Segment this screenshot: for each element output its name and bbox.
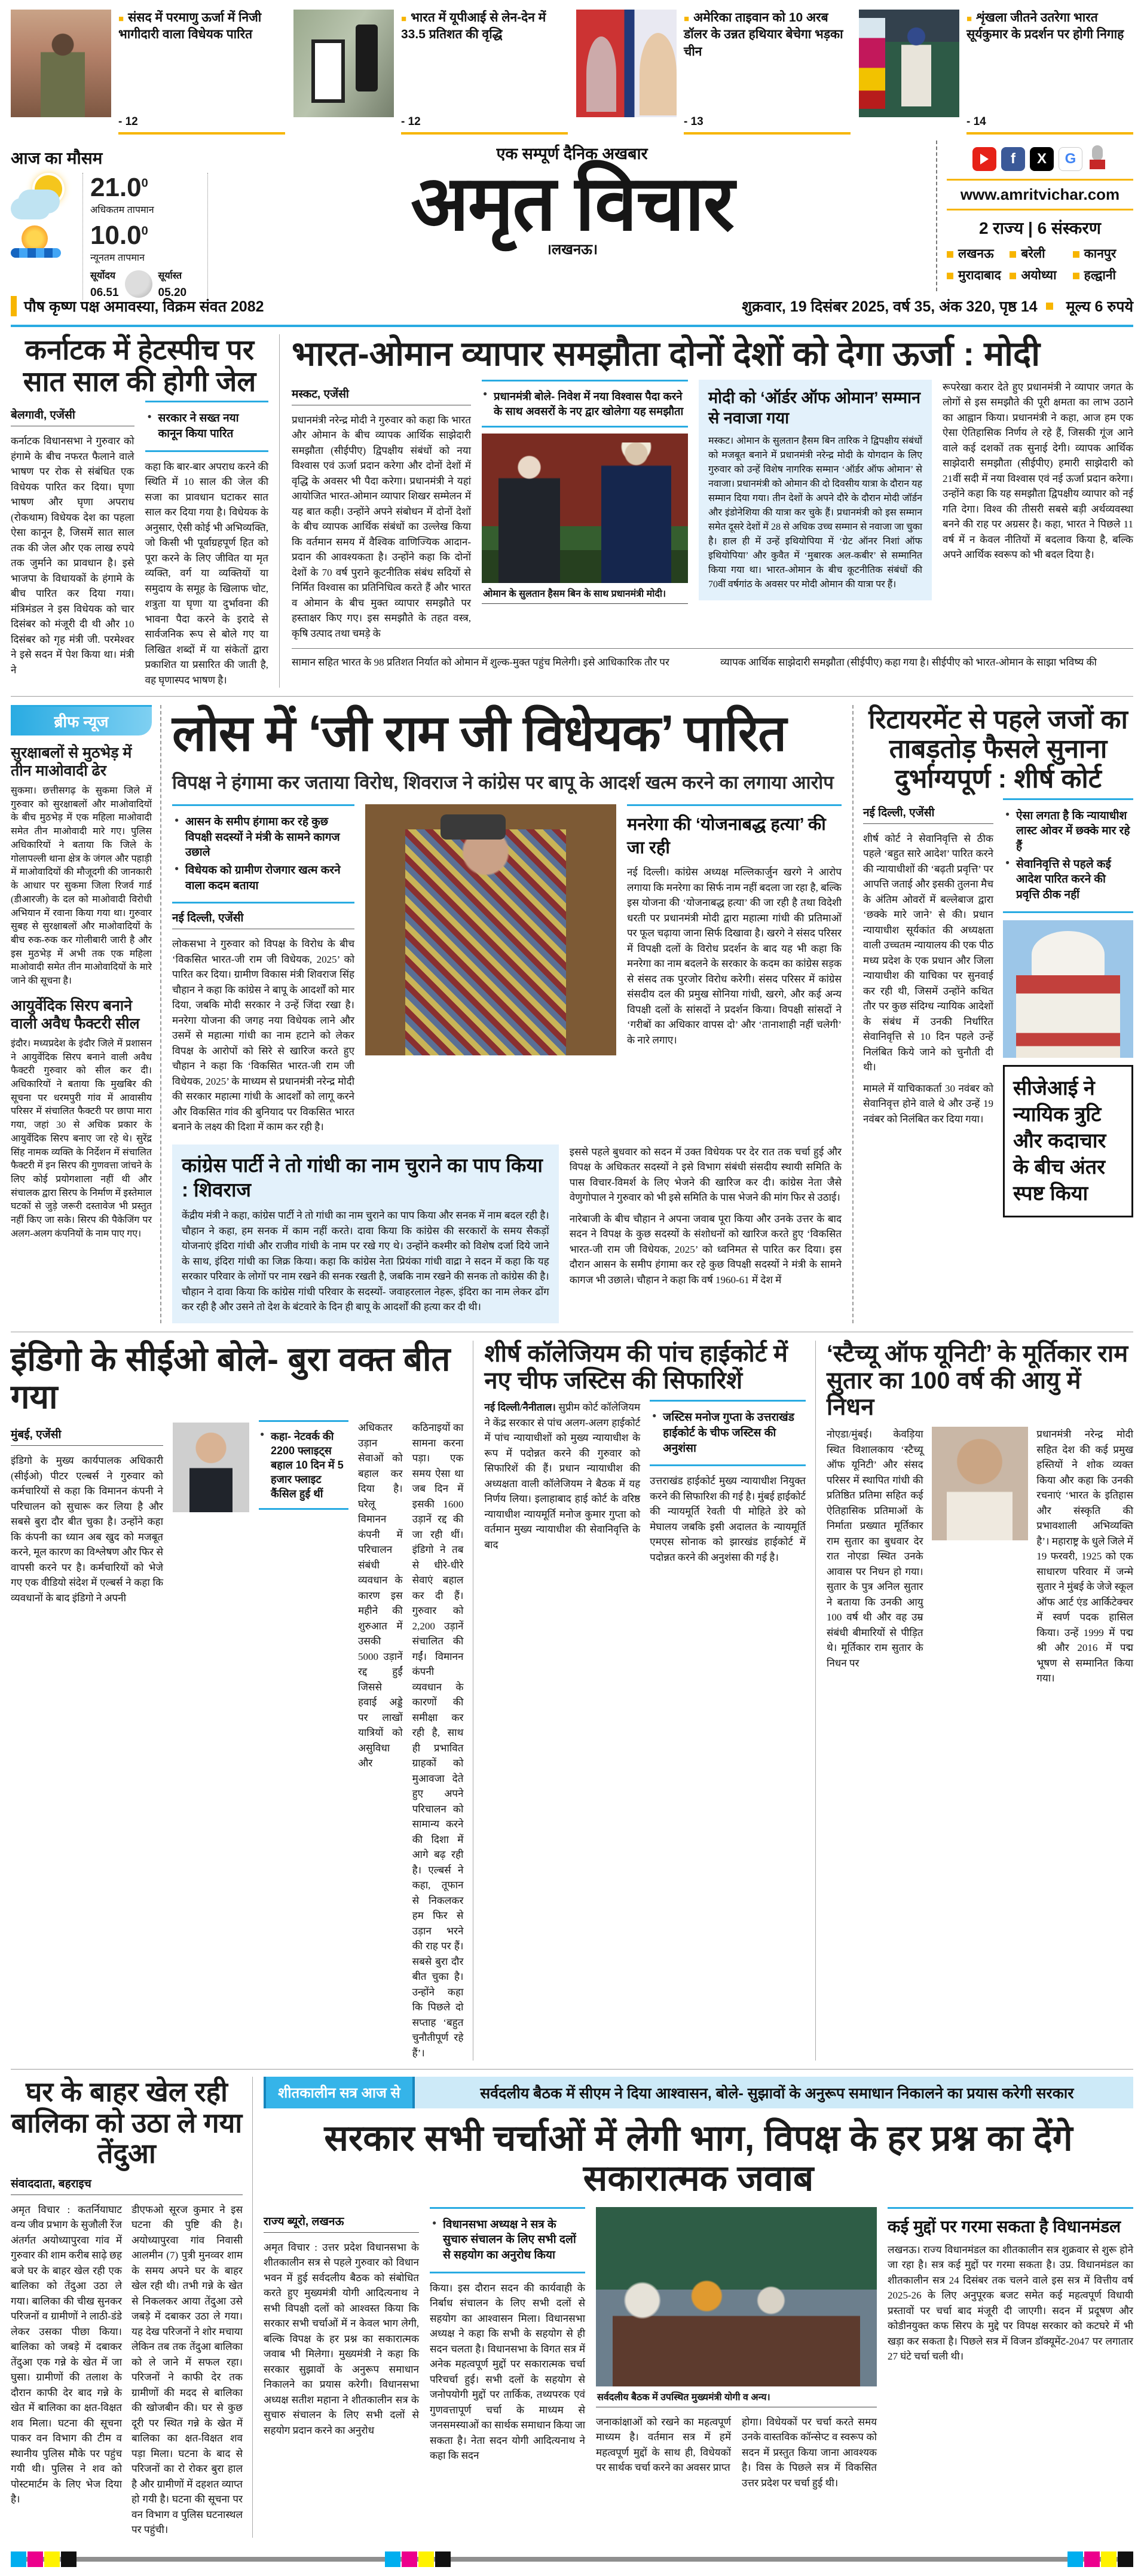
facebook-icon: f <box>1001 147 1025 171</box>
session-banner <box>264 2077 1133 2108</box>
article-collegium-recommendations <box>484 1341 816 2061</box>
teaser-parliament <box>11 10 285 135</box>
teaser-page-ref: - 12 <box>118 115 138 128</box>
highlight-bullets <box>430 2207 585 2273</box>
box-body: लखनऊ। राज्य विधानमंडल का शीतकालीन सत्र शुक्रवार से शुरू होने जा रहा है। सत्र कई मुद्दों पर गरमा सकता है। उप्र. विधानमंडल का शीतकालीन सत्र 24 दिसंबर तक चलने वाले इस सत्र में वित्तीय वर्ष 2025-26 के लिए अनुपूरक बजट समेत कई महत्वपूर्ण विधायी प्रस्तावों पर चर्चा बाद मंजूरी दी जाएगी। सदन में प्रदूषण और कोडीनयुक्त कफ सिरप के मुद्दे पर विपक्ष सरकार को कटघरे में भी खड़ा कर सकता है। पिछले सत्र में विजन डॉक्यूमेंट-2047 पर लगातार 27 घंटे चर्चा चली थी। <box>888 2244 1133 2363</box>
registration-bar <box>11 2557 1133 2562</box>
bullet-point: ● विधानसभा अध्यक्ष ने सत्र के सुचारु संचालन के लिए सभी दलों से सहयोग का अनुरोध किया <box>432 2217 583 2263</box>
body-text: जनाकांक्षाओं को रखने का महत्वपूर्ण माध्यम है। वर्तमान सत्र में हमें महत्वपूर्ण मुद्दों के साथ ही, विधेयकों पर सार्थक चर्चा करने का अवसर प्राप्त <box>596 2416 731 2474</box>
edition-item: अयोध्या <box>1010 267 1070 283</box>
box-body: मस्कट। ओमान के सुलतान हैसम बिन तारिक ने द्विपक्षीय संबंधों को मजबूत बनाने में प्रधानमंत्री नरेन्द्र मोदी के योगदान के लिए गुरुवार को उन्हें विशेष नागरिक सम्मान ‘ऑर्डर ऑफ ओमान’ से नवाजा। प्रधानमंत्री को ओमान की दो दिवसीय यात्रा के दौरान यह सम्मान दिया गया। तीन देशों के अपने दौरे के दौरान मोदी जॉर्डन और इंडोनेशिया की यात्रा कर चुके हैं। प्रधानमंत्री को इस सम्मान समेत दूसरे देशों में 28 से अधिक उच्च सम्मान से नवाजा जा चुका है। हाल ही में उन्हें इथियोपिया में ‘ग्रेट ऑनर निशां ऑफ इथियोपिया’ और कुवैत में ‘मुबारक अल-कबीर’ से सम्मानित किया गया था। भारत-ओमान के बीच कूटनीतिक संबंधों की 70वीं वर्षगांठ के अवसर पर मोदी ओमान की यात्रा पर हैं। <box>708 436 922 590</box>
article-indigo-ceo <box>11 1341 473 2061</box>
byline: नई दिल्ली, एजेंसी <box>172 909 354 929</box>
bullet-point: ● सेवानिवृत्ति से पहले कई आदेश पारित करने की प्रवृत्ति ठीक नहीं <box>1005 857 1131 903</box>
body-text: इंडिगो के मुख्य कार्यपालक अधिकारी (सीईओ) पीटर एल्बर्स ने गुरुवार को कर्मचारियों से कहा कि विमानन कंपनी ने परिचालन को सुचारू कर लिया है और सबसे बुरा दौर बीत चुका है। उन्होंने कहा कि कंपनी का ध्यान अब खुद को मजबूत करने, मूल कारण का विश्लेषण और फिर से वापसी करने पर है। कर्मचारियों को भेजे गए एक वीडियो संदेश में एल्बर्स ने कहा कि व्यवधानों के बाद इंडिगो ने अपनी <box>11 1455 163 1604</box>
edition-item: बरेली <box>1010 245 1070 262</box>
sunset-label: सूर्यास्त <box>158 271 182 281</box>
sidebar-box-order-of-oman <box>699 380 932 601</box>
photo-caption: सर्वदलीय बैठक में उपस्थित मुख्यमंत्री योगी व अन्य। <box>596 2386 877 2407</box>
price-label: मूल्य 6 रुपये <box>1066 298 1133 315</box>
body-text: उत्तराखंड हाईकोर्ट मुख्य न्यायाधीश नियुक्त करने की सिफारिश की गई है। मुंबई हाईकोर्ट की न्यायमूर्ति रेवती पी मोहिते डेरे को मेघालय जबकि इसी अदालत के न्यायमूर्ति एमएस सोनाक को झारखंड हाईकोर्ट में पदोन्नत करने की अनुशंसा की गई है। <box>650 1475 806 1563</box>
sunrise-icon <box>11 225 61 258</box>
body-text: मामले में याचिकाकर्ता 30 नवंबर को सेवानिवृत्त होने वाले थे और उन्हें 19 नवंबर को निलंबित कर दिया गया। <box>863 1082 993 1125</box>
quote-box-shivraj <box>172 1144 559 1323</box>
google-icon: G <box>1059 147 1082 171</box>
lead-headline: भारत-ओमान व्यापार समझौता दोनों देशों को देगा ऊर्जा : मोदी <box>292 335 1040 373</box>
teaser-title: ■ शृंखला जीतने उतरेगा भारत सूर्यकुमार के प्रदर्शन पर होगी निगाह <box>966 10 1133 44</box>
teaser-photo-batsman <box>859 10 959 117</box>
body-text: नारेबाजी के बीच चौहान ने अपना जवाब पूरा किया और उनके उत्तर के बाद सदन ने विपक्ष के कुछ सदस्यों के संशोधनों को खारिज करते हुए ‘विकसित भारत-जी राम जी विधेयक, 2025’ को ध्वनिमत से पारित कर दिया। इस दौरान आसन के समीप हंगामा कर रहे कुछ विपक्षी सदस्यों ने मंत्री के सामने कागज भी उछाले। चौहान ने कहा कि वर्ष 1960-61 में देश में <box>569 1213 842 1286</box>
row-bottom <box>11 2070 1133 2543</box>
teaser-us-china <box>576 10 851 135</box>
headline: इंडिगो के सीईओ बोले- बुरा वक्त बीत गया <box>11 1339 451 1415</box>
dateline-row <box>11 291 1133 321</box>
edition-item: लखनऊ <box>947 245 1007 262</box>
min-temp: 10.0 <box>90 221 142 250</box>
sunrise-time: 06.51 <box>90 286 119 299</box>
highlight-bullets <box>172 804 354 904</box>
box-title: मोदी को ‘ऑर्डर ऑफ ओमान’ सम्मान से नवाजा गया <box>708 388 920 427</box>
body-text: कहा कि बार-बार अपराध करने की स्थिति में 10 साल की जेल की सजा का प्रावधान घटाकर सात साल कर दिया गया है। विधेयक के अनुसार, ऐसी कोई भी अभिव्यक्ति, जो किसी भी पूर्वाग्रहपूर्ण हित को पूरा करने के लिए जीवित या मृत व्यक्ति, वर्ग या व्यक्तियों या समुदाय के समूह के खिलाफ चोट, शत्रुता या घृणा या दुर्भावना की भावना पैदा करने के इरादे से सार्वजनिक रूप से बोले गए या लिखित शब्दों में या संकेतों द्वारा प्रकाशित या प्रसारित की जाती है, वह घृणास्पद भाषण है। <box>145 460 268 686</box>
article-assembly-session <box>264 2077 1133 2538</box>
photo-ram-sutar-portrait <box>932 1427 1029 1540</box>
teaser-title: ■ संसद में परमाणु ऊर्जा में निजी भागीदारी वाला विधेयक पारित <box>118 10 285 44</box>
headline: ‘स्टैच्यू ऑफ यूनिटी’ के मूर्तिकार राम सुतार का 100 वर्ष की आयु में निधन <box>826 1340 1128 1421</box>
bullet-point: ● प्रधानमंत्री बोले- निवेश में नया विश्वास पैदा करने के साथ अवसरों के नए द्वार खोलेगा यह समझौता <box>483 389 687 419</box>
edition-city: ।लखनऊ। <box>546 242 598 258</box>
teaser-page-ref: - 13 <box>684 115 703 128</box>
body-text: इससे पहले बुधवार को सदन में उक्त विधेयक पर देर रात तक चर्चा हुई और विपक्ष के अधिकतर सदस्यों ने इसे विभाग संबंधी संसदीय स्थायी समिति के पास विचार-विमर्श के लिए भेजने की खारिज कर दी। कांग्रेस नेता जैसे वेणुगोपाल ने गुरुवार को भी इसे समिति के पास भेजने की मांग फिर से उठाई। <box>569 1146 842 1204</box>
panchang-line: पौष कृष्ण पक्ष अमावस्या, विक्रम संवत 2082 <box>11 296 264 316</box>
box-title: कई मुद्दों पर गरमा सकता है विधानमंडल <box>888 2207 1133 2238</box>
weather-title: आज का मौसम <box>11 149 103 167</box>
photo-shivraj-chouhan-speaking <box>365 804 616 1055</box>
byline: मस्कट, एजेंसी <box>292 386 471 405</box>
body-text: सामान सहित भारत के 98 प्रतिशत निर्यात को ओमान में शुल्क-मुक्त पहुंच मिलेगी। इसे आधिकारिक तौर पर <box>292 657 669 669</box>
highlight-bullets <box>482 380 688 428</box>
byline: संवाददाता, बहराइच <box>11 2175 243 2195</box>
body-text: प्रधानमंत्री नरेन्द्र मोदी सहित देश की कई प्रमुख हस्तियों ने शोक व्यक्त किया और कहा कि उनकी रचनाएं ‘भारत के इतिहास और संस्कृति की प्रभावशाली अभिव्यक्ति है’। महाराष्ट्र के धुले जिले में 19 फरवरी, 1925 को एक साधारण परिवार में जन्मे सुतार ने मुंबई के जेजे स्कूल ऑफ आर्ट एंड आर्किटेक्चर में स्वर्ण पदक हासिल किया। उन्हें 1999 में पद्म श्री और 2016 में पद्म भूषण से सम्मानित किया गया। <box>1036 1429 1133 1684</box>
edition-item: कानपुर <box>1073 245 1133 262</box>
bullet-square-icon <box>1010 251 1016 258</box>
kicker-winter-session: शीतकालीन सत्र आज से <box>264 2077 415 2108</box>
teaser-upi <box>293 10 568 135</box>
teaser-photo-upi-qr <box>293 10 394 117</box>
masthead <box>11 141 1133 299</box>
brief-news-header: ब्रीफ न्यूज <box>11 705 152 735</box>
byline: राज्य ब्यूरो, लखनऊ <box>264 2213 419 2233</box>
bullet-point: ● आसन के समीप हंगामा कर रहे कुछ विपक्षी सदस्यों ने मंत्री के सामने कागज उछाले <box>175 814 352 860</box>
brief-news-item <box>11 744 152 988</box>
row-middle <box>11 697 1133 1332</box>
box-title: कांग्रेस पार्टी ने तो गांधी का नाम चुराने का पाप किया : शिवराज <box>182 1153 543 1201</box>
bullet-point: ● जस्टिस मनोज गुप्ता के उत्तराखंड हाईकोर्ट के चीफ जस्टिस की अनुशंसा <box>652 1410 803 1456</box>
body-text: कर्नाटक विधानसभा ने गुरुवार को हंगामे के बीच नफरत फैलाने वाले भाषण पर रोक से संबंधित एक विधेयक पारित कर दिया। घृणा भाषण और घृणा अपराध (रोकथाम) विधेयक देश का पहला ऐसा कानून है, जिसमें सात साल तक की जेल और एक लाख रुपये तक जुर्माने का प्रावधान है। इसे भाजपा के विधायकों के हंगामे के बीच पारित कर दिया गया। मंत्रिमंडल ने इस विधेयक को चार दिसंबर को मंजूरी दी थी और 10 दिसंबर को गृह मंत्री जी. परमेश्वर ने इसे सदन में पेश किया था। मंत्री ने <box>11 435 134 676</box>
highlight-bullets <box>1003 798 1133 913</box>
body-text: रूपरेखा करार देते हुए प्रधानमंत्री ने व्यापार जगत के लोगों से इस समझौते की पूरी क्षमता का लाभ उठाने का आह्वान किया। प्रधानमंत्री ने कहा, आज हम एक ऐसा ऐतिहासिक निर्णय ले रहे हैं, जिसकी गूंज आने वाले कई दशकों तक सुनाई देगी। व्यापक आर्थिक साझेदारी समझौता (सीईपीए) हमारी साझेदारी को 21वीं सदी में नया विश्वास एवं नई ऊर्जा प्रदान करेगा। उन्होंने कहा कि यह समझौता द्विपक्षीय व्यापार को नई गति देगा। विश्व की तीसरी सबसे बड़ी अर्थव्यवस्था बनने की राह पर अग्रसर है। कहा, भारत ने पिछले 11 वर्ष में न केवल नीतियों में बदलाव किया है, बल्कि अपने आर्थिक स्वरूप को भी बदल दिया है। <box>943 381 1133 561</box>
photo-caption: ओमान के सुलतान हैसम बिन के साथ प्रधानमंत्री मोदी। <box>482 583 688 604</box>
teaser-title: ■ अमेरिका ताइवान को 10 अरब डॉलर के उन्नत हथियार बेचेगा भड़का चीन <box>684 10 851 60</box>
highlight-bullets <box>259 1420 348 1510</box>
headline: रिटायरमेंट से पहले जजों का ताबड़तोड़ फैसले सुनाना दुर्भाग्यपूर्ण : शीर्ष कोर्ट <box>868 705 1128 793</box>
max-temp-label: अधिकतम तापमान <box>90 205 154 215</box>
headline: घर के बाहर खेल रही बालिका को उठा ले गया तेंदुआ <box>11 2076 243 2169</box>
body-text: अमृत विचार : उत्तर प्रदेश विधानसभा के शीतकालीन सत्र से पहले गुरुवार को विधान भवन में हुई सर्वदलीय बैठक को संबोधित करते हुए मुख्यमंत्री योगी आदित्यनाथ ने सभी विपक्षी दलों को आश्वस्त किया कि सरकार सभी चर्चाओं में न केवल भाग लेगी, बल्कि विपक्ष के हर प्रश्न का सकारात्मक जवाब भी मिलेगा। मुख्यमंत्री ने कहा कि सरकार सुझावों के अनुरूप समाधान निकालने का प्रयास करेगी। विधानसभा अध्यक्ष सतीश महाना ने शीतकालीन सत्र के सुचारु संचालन के लिए सभी दलों से सहयोग प्रदान करने का अनुरोध <box>264 2241 419 2436</box>
top-teaser-strip <box>11 6 1133 141</box>
edition-list <box>947 245 1133 283</box>
bullet-square-icon <box>1073 251 1079 258</box>
x-icon: X <box>1030 147 1054 171</box>
banner-text: सर्वदलीय बैठक में सीएम ने दिया आश्वासन, बोले- सुझावों के अनुरूप समाधान निकालने का प्रयास करेगी सरकार <box>480 2084 1074 2102</box>
edition-item: हल्द्वानी <box>1073 267 1133 283</box>
social-icons <box>947 145 1133 173</box>
bullet-point: ● कहा- नेटवर्क की 2200 फ्लाइट्स बहाल 10 दिन में 5 हजार फ्लाइट कैंसिल हुई थीं <box>260 1429 347 1501</box>
body-text: व्यापक आर्थिक साझेदारी समझौता (सीईपीए) कहा गया है। सीईपीए को भारत-ओमान के साझा भविष्य की <box>720 657 1097 669</box>
paper-tagline: एक सम्पूर्ण दैनिक अखबार <box>496 145 648 163</box>
paper-logo: अमृत विचार <box>411 161 733 246</box>
headline: लोस में ‘जी राम जी विधेयक’ पारित <box>172 705 787 762</box>
moon-icon <box>125 270 152 298</box>
teaser-page-ref: - 14 <box>966 115 986 128</box>
body-text: नोएडा/मुंबई। केवड़िया स्थित विशालकाय ‘स्टैच्यू ऑफ यूनिटी’ और संसद परिसर में स्थापित गांधी की प्रतिष्ठित प्रतिमा सहित कई ऐतिहासिक प्रतिमाओं के निर्माता प्रख्यात मूर्तिकार राम सुतार का बुधवार देर रात नोएडा स्थित उनके आवास पर निधन हो गया। सुतार के पुत्र अनिल सुतार ने बताया कि उनकी आयु 100 वर्ष थी और वह उम्र संबंधी बीमारियों से पीड़ित थे। मूर्तिकार राम सुतार के निधन पर <box>826 1429 923 1669</box>
body-text: डीएफओ सूरज कुमार ने इस घटना की पुष्टि की है। अयोध्यापुरवा गांव निवासी आलमीन (7) पुत्री मुनव्वर शाम के समय अपने घर के बाहर खेल रही थी। तभी गन्ने के खेत से निकलकर आया तेंदुआ उसे जबड़े में दबाकर उठा ले गया। यह देख परिजनों ने शोर मचाया लेकिन तब तक तेंदुआ बालिका को ले जाने में सफल रहा। परिजनों ने काफी देर तक ग्रामीणों की मदद से बालिका की खोजबीन की। घर से कुछ दूरी पर स्थित गन्ने के खेत में बालिका का क्षत-विक्षत शव पड़ा मिला। घटना के बाद से परिजनों का रो रोकर बुरा हाल है और ग्रामीणों में दहशत व्याप्त हो गयी है। घटना की सूचना पर वन विभाग व पुलिस घटनास्थल पर पहुंची। <box>131 2203 243 2536</box>
subheadline: विपक्ष ने हंगामा कर जताया विरोध, शिवराज ने कांग्रेस पर बापू के आदर्श खत्म करने का लगाया आरोप <box>172 772 834 793</box>
issue-date-line: शुक्रवार, 19 दिसंबर 2025, वर्ष 35, अंक 320, पृष्ठ 14 <box>742 298 1038 315</box>
teaser-title: ■ भारत में यूपीआई से लेन-देन में 33.5 प्रतिशत की वृद्धि <box>401 10 568 44</box>
article-karnataka-hatespeech <box>11 334 280 688</box>
bullet-point: ● विधेयक को ग्रामीण रोजगार खत्म करने वाला कदम बताया <box>175 863 352 893</box>
brief-body: इंदौर। मध्यप्रदेश के इंदौर जिले में प्रशासन ने आयुर्वेदिक सिरप बनाने वाली अवैध फैक्टरी गुरुवार को सील कर दी। अधिकारियों ने बताया कि मुखबिर की सूचना पर धरमपुरी गांव में आवासीय परिसर में संचालित फैक्टरी पर छापा मारा गया, जहां 30 से अधिक प्रकार के आयुर्वेदिक सिरप बनाए जा रहे थे। सुरेंद्र सिंह नामक व्यक्ति के निर्देशन में संचालित फैक्टरी में इन सिरप की गुणवत्ता जांचने के लिए कोई प्रयोगशाला नहीं थी और संचालक द्वारा सिरप के निर्माण में इस्तेमाल घटकों से जुड़े जरूरी दस्तावेज भी प्रस्तुत नहीं किए जा सके। सिरप की पैकेजिंग पर अलग-अलग कंपनियों के नाम पाए गए। <box>11 1038 152 1239</box>
website-url: www.amritvichar.com <box>947 179 1133 210</box>
edition-item: मुरादाबाद <box>947 267 1007 283</box>
bullet-square-icon <box>1010 273 1016 279</box>
headline: सरकार सभी चर्चाओं में लेगी भाग, विपक्ष के हर प्रश्न का देंगे सकारात्मक जवाब <box>324 2118 1073 2199</box>
brief-news-sidebar <box>11 705 161 1323</box>
teaser-page-ref: - 12 <box>401 115 421 128</box>
photo-supreme-court-building <box>1003 920 1133 1058</box>
article-supreme-court-retirement <box>852 705 1133 1323</box>
article-leopard-attack <box>11 2077 253 2538</box>
body-text: किया। इस दौरान सदन की कार्यवाही के निर्बाध संचालन के लिए सभी दलों से सहयोग का आश्वासन मिला। विधानसभा अध्यक्ष ने कहा कि सभी के सहयोग से ही सदन चलता है। विधानसभा के विगत सत्र में अनेक महत्वपूर्ण मुद्दों पर सकारात्मक चर्चा परिचर्चा हुई। सभी दलों के सहयोग से जनोपयोगी मुद्दों पर तार्किक, तथ्यपरक एवं गुणवत्तापूर्ण चर्चा के माध्यम से जनसमस्याओं का सार्थक समाधान किया जा सकता है। नेता सदन योगी आदित्यनाथ ने कहा कि सदन <box>430 2282 585 2462</box>
byline: मुंबई, एजेंसी <box>11 1426 163 1446</box>
lead-continuation <box>292 648 1133 670</box>
cmyk-registration-marks <box>1067 2551 1133 2567</box>
min-temp-label: न्यूनतम तापमान <box>90 253 145 263</box>
bullet-square-icon <box>1046 303 1053 310</box>
microphone-icon <box>1087 145 1108 173</box>
byline: नई दिल्ली, एजेंसी <box>863 804 993 824</box>
teaser-cricket <box>859 10 1133 135</box>
manrega-box-body: नई दिल्ली। कांग्रेस अध्यक्ष मल्लिकार्जुन खरगे ने आरोप लगाया कि मनरेगा का सिर्फ नाम नहीं बदला जा रहा है, बल्कि इस योजना की ‘योजनाबद्ध हत्या’ की जा रही है तथा विदेशी धरती पर प्रधानमंत्री मोदी द्वारा महात्मा गांधी की प्रतिमाओं पर फूल चढ़ाया जाना सिर्फ दिखावा है। खरगे ने संसद परिसर में विपक्षी दलों के विरोध प्रदर्शन के बाद यह भी कहा कि मनरेगा का नाम बदलने के सरकार के कदम का कांग्रेस सड़क से संसद तक पुरजोर विरोध करेगी। संसद परिसर में कांग्रेस संसदीय दल की प्रमुख सोनिया गांधी, खरगे, और कई अन्य विपक्षी दलों के सांसदों ने प्रदर्शन किया। विपक्षी सांसदों ने ‘गरीबों का अधिकार वापस दो’ और ‘तानाशाही नहीं चलेगी’ के नारे लगाए। <box>627 866 842 1046</box>
brief-title: सुरक्षाबलों से मुठभेड़ में तीन माओवादी ढेर <box>11 744 132 780</box>
manrega-box-title: मनरेगा की ‘योजनाबद्ध हत्या’ की जा रही <box>627 804 842 859</box>
max-temp: 21.0 <box>90 173 142 202</box>
weather-widget <box>11 141 208 299</box>
print-registration-footer <box>11 2543 1133 2576</box>
cmyk-registration-marks <box>11 2551 77 2567</box>
article-ram-sutar-obituary <box>827 1341 1133 2061</box>
masthead-info <box>936 141 1133 291</box>
headline: कर्नाटक में हेटस्पीच पर सात साल की होगी जेल <box>23 334 256 397</box>
brief-body: सुकमा। छत्तीसगढ़ के सुकमा जिले में गुरुवार को सुरक्षाबलों और माओवादियों के बीच मुठभेड़ में एक महिला माओवादी समेत तीन माओवादी मारे गए। पुलिस अधिकारियों ने बताया कि जिले के गोलापल्ली थाना क्षेत्र के जंगल और पहाड़ी में माओवादियों की मौजूदगी की जानकारी के आधार पर सुकमा जिला रिजर्व गार्ड (डीआरजी) के दल को माओवादी विरोधी अभियान में रवाना किया गया था। गुरुवार सुबह से सुरक्षाबलों और माओवादियों के बीच रुक-रुक कर गोलीबारी जारी है और इस मुठभेड़ में अभी तक एक महिला माओवादी समेत तीन माओवादियों के मारे जाने की सूचना है। <box>11 786 152 987</box>
body-text: प्रधानमंत्री नरेन्द्र मोदी ने गुरुवार को कहा कि भारत और ओमान के बीच व्यापक आर्थिक साझेदारी समझौता (सीईपीए) द्विपक्षीय संबंधों को नया विश्वास एवं ऊर्जा प्रदान करेगा और दोनों देशों में वृद्धि के अवसर भी पैदा करेगा। प्रधानमंत्री ने यहां आयोजित भारत-ओमान व्यापार शिखर सम्मेलन में यह बात कही। उन्होंने अपने संबोधन में दोनों देशों के बीच व्यापक आर्थिक संबंधों का उल्लेख किया कि वर्तमान समय में वैश्विक वाणिज्यिक आदान-प्रदान की आवश्यकता है। उन्होंने कहा कि दोनों देशों के 70 वर्ष पुराने कूटनीतिक संबंध सदियों से निर्मित विश्वास का प्रतिनिधित्व करते हैं और भारत व ओमान के बीच मुक्त व्यापार समझौते पर हस्ताक्षर किए गए। इस समझौते के तहत वस्त्र, कृषि उत्पाद तथा चमड़े के <box>292 414 471 639</box>
teaser-photo-xi-trump <box>576 10 677 117</box>
sunrise-label: सूर्योदय <box>90 271 116 281</box>
sunset-time: 05.20 <box>158 286 187 299</box>
article-ji-ram-ji-bill <box>172 705 842 1323</box>
body-text: लोकसभा ने गुरुवार को विपक्ष के विरोध के बीच ‘विकसित भारत-जी राम जी विधेयक, 2025’ को पारित कर दिया। ग्रामीण विकास मंत्री शिवराज सिंह चौहान ने कहा कि कांग्रेस ने बापू के आदर्शों को मार दिया, जबकि मोदी सरकार ने उन्हें जिंदा रखा है। मनरेगा योजना की जगह नया विधेयक लाने और उसमें से महात्मा गांधी का नाम हटाने को लेकर विपक्ष के आरोपों को सिरे से खारिज करते हुए चौहान ने कहा कि ‘विकसित भारत-जी राम जी विधेयक, 2025’ के माध्यम से प्रधानमंत्री नरेन्द्र मोदी की सरकार महात्मा गांधी के आदर्शों को लागू करने और विकसित गांव की बुनियाद पर विकसित भारत बनाने के लक्ष्य की दिशा में काम कर रही है। <box>172 938 354 1133</box>
row-lead <box>11 327 1133 697</box>
byline: बेलगावी, एजेंसी <box>11 407 134 426</box>
photo-modi-sultan-handshake <box>482 434 688 583</box>
body-text: शीर्ष कोर्ट ने सेवानिवृत्ति से ठीक पहले ‘बहुत सारे आदेश’ पारित करने की न्यायाधीशों की ‘बढ़ती प्रवृत्ति’ पर आपत्ति जताई और इसकी तुलना मैच के अंतिम ओवरों में बल्लेबाज द्वारा ‘छक्के मारे जाने’ से की। प्रधान न्यायाधीश सूर्यकांत की अध्यक्षता वाली उच्चतम न्यायालय की एक पीठ मध्य प्रदेश के एक प्रधान और जिला न्यायाधीश की याचिका पर सुनवाई कर रही थी, जिसमें उन्होंने कथित तौर पर कुछ संदिग्ध न्यायिक आदेशों के संबंध में उनकी निर्धारित सेवानिवृत्ति से 10 दिन पहले उन्हें निलंबित किये जाने को चुनौती दी थी। <box>863 832 993 1073</box>
bullet-point: ● ऐसा लगता है कि न्यायाधीश लास्ट ओवर में छक्के मार रहे हैं <box>1005 808 1131 854</box>
bullet-square-icon <box>1073 273 1079 279</box>
box-body: केंद्रीय मंत्री ने कहा, कांग्रेस पार्टी ने तो गांधी का नाम चुराने का पाप किया और सनक में नाम बदल रही है। चौहान ने कहा, हम सनक में काम नहीं करते। दावा किया कि कांग्रेस की सरकारों के समय सैकड़ों योजनाएं इंदिरा गांधी और राजीव गांधी के नाम पर रखे गए थे। उन्होंने कश्मीर को विशेष दर्जा दिये जाने के साथ, इंदिरा गांधी का जिक्र किया। कहा कि कांग्रेस नेता प्रियंका गांधी वाद्रा ने सदन में कहा कि यह सरकार परिवार के लोगों पर नाम रखने की सनक रखती है, जबकि नाम रखने की सनक तो कांग्रेस की है। चौहान ने दावा किया कि कांग्रेस गांधी परिवार के सदस्यों- जवाहरलाल नेहरू, इंदिरा का नाम लेकर ढोंग कर रही है और उसने तो देश के बंटवारे के दिन ही बापू के आदर्शों की हत्या कर दी थी। <box>182 1210 549 1313</box>
cji-highlight-box: सीजेआई ने न्यायिक त्रुटि और कदाचार के बीच अंतर स्पष्ट किया <box>1003 1065 1133 1217</box>
bullet-square-icon <box>947 273 953 279</box>
bullet-point: ● सरकार ने सख्त नया कानून किया पारित <box>148 411 267 441</box>
photo-all-party-meeting-yogi <box>596 2207 877 2386</box>
highlight-bullets <box>650 1400 806 1466</box>
article-india-oman-lead <box>292 334 1133 688</box>
body-text: कठिनाइयों का सामना करना पड़ा। एक समय ऐसा था जब दिन में इसकी 1600 उड़ानें रद्द की जा रही थीं। इंडिगो ने तब से धीरे-धीरे सेवाएं बहाल कर दी हैं। गुरुवार को 2,200 उड़ानें संचालित की गईं। विमानन कंपनी व्यवधान के कारणों की समीक्षा कर रही है, साथ ही प्रभावित ग्राहकों को मुआवजा देते हुए अपने परिचालन को सामान्य करने की दिशा में आगे बढ़ रही है। एल्बर्स ने कहा, तूफान से निकलकर हम फिर से उड़ान भरने की राह पर हैं। सबसे बुरा दौर बीत चुका है। उन्होंने कहा कि पिछले दो सप्ताह ‘बहुत चुनौतीपूर्ण रहे हैं’। <box>412 1422 464 2059</box>
body-text: होगा। विधेयकों पर चर्चा करते समय उनके वास्तविक कॉन्सेप्ट व स्वरूप को सदन में प्रस्तुत किया जाना आवश्यक है। विस के पिछले सत्र में विकसित उत्तर प्रदेश पर चर्चा हुई थी। <box>742 2416 877 2489</box>
body-text: सुप्रीम कोर्ट कॉलेजियम ने केंद्र सरकार से पांच अलग-अलग हाईकोर्ट में पांच न्यायाधीशों को मुख्य न्यायाधीश के रूप में पदोन्नत करने की गुरुवार को सिफारिशें की हैं। प्रधान न्यायाधीश की अध्यक्षता वाली कॉलेजियम ने बैठक में यह निर्णय लिया। इलाहाबाद हाई कोर्ट के वरिष्ठ न्यायाधीश न्यायमूर्ति मनोज कुमार गुप्ता को वर्तमान मुख्य न्यायाधीश की सेवानिवृत्ति के बाद <box>484 1402 641 1551</box>
degree-symbol: 0 <box>141 176 148 190</box>
body-text: अधिकतर उड़ान सेवाओं को बहाल कर दिया है। घरेलू विमानन कंपनी में परिचालन संबंधी व्यवधान के कारण इस महीने की शुरुआत में उसकी 5000 उड़ानें रद्द हुईं जिससे हवाई अड्डे पर लाखों यात्रियों को असुविधा और <box>358 1422 403 1769</box>
teaser-photo-parliament <box>11 10 111 117</box>
body-text: अमृत विचार : कतर्नियाघाट वन्य जीव प्रभाग के सुजौली रेंज अंतर्गत अयोध्यापुरवा गांव में गुरुवार की शाम करीब साढ़े छह बजे घर के बाहर खेल रही एक बालिका को तेंदुआ उठा ले गया। बालिका की चीख सुनकर परिजनों व ग्रामीणों ने लाठी-डंडे लेकर उसका पीछा किया। बालिका को जबड़े में दबाकर तेंदुआ एक गन्ने के खेत में जा घुसा। ग्रामीणों की तलाश के दौरान काफी देर बाद गन्ने के खेत में बालिका का क्षत-विक्षत शव मिला। घटना की सूचना पाकर वन विभाग की टीम व स्थानीय पुलिस मौके पर पहुंच गयी थी। पुलिस ने शव को पोस्टमार्टम के लिए भेज दिया है। <box>11 2203 122 2505</box>
photo-pieter-elbers <box>173 1423 249 1512</box>
states-editions-line: 2 राज्य | 6 संस्करण <box>978 219 1102 237</box>
brief-news-item <box>11 997 152 1241</box>
sun-cloud-icon <box>11 175 66 219</box>
headline: शीर्ष कॉलेजियम की पांच हाईकोर्ट में नए चीफ जस्टिस की सिफारिशें <box>484 1340 788 1394</box>
brief-title: आयुर्वेदिक सिरप बनाने वाली अवैध फैक्टरी सील <box>11 997 140 1032</box>
logo-block <box>208 141 936 291</box>
dateline: नई दिल्ली/नैनीताल। <box>484 1402 556 1414</box>
highlight-bullets <box>145 401 269 451</box>
bullet-square-icon <box>947 251 953 258</box>
row-lower-middle <box>11 1332 1133 2070</box>
cmyk-registration-marks <box>385 2551 451 2567</box>
youtube-icon <box>972 147 996 171</box>
degree-symbol: 0 <box>141 224 148 238</box>
